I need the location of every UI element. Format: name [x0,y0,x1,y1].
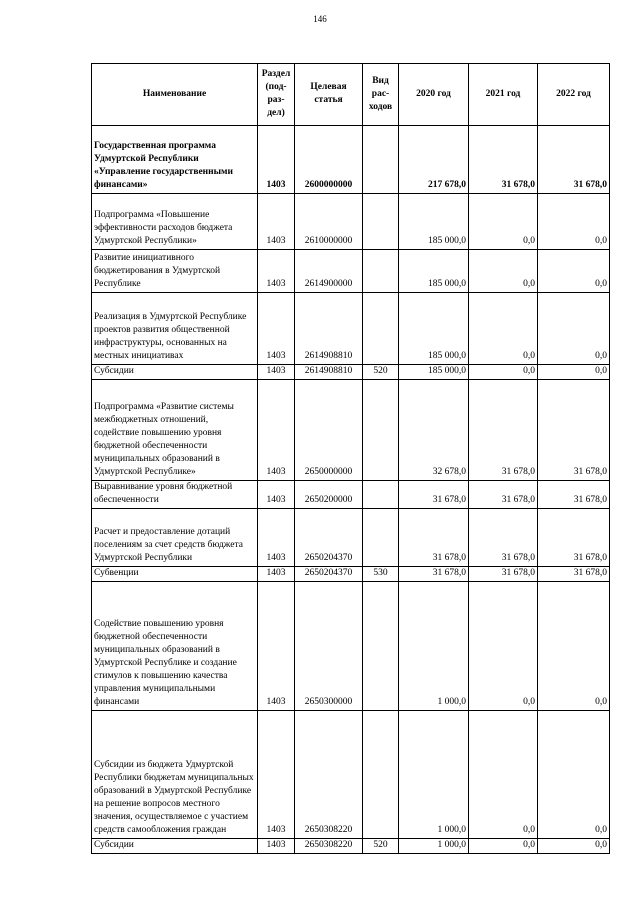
row-section: 1403 [258,481,295,509]
row-target-article: 2650308220 [295,839,363,854]
row-name: Подпрограмма «Развитие системы межбюджетных отношений, содействие повышению уровня бюджетной обеспеченности муниципальных образований в Удмуртской Республике» [92,380,258,481]
header-year-2022: 2022 год [538,64,610,126]
row-amount-2022: 31 678,0 [538,481,610,509]
header-year-2021: 2021 год [469,64,538,126]
row-expense-type [363,582,399,711]
row-name: Субсидии из бюджета Удмуртской Республики бюджетам муниципальных образований в Удмуртской Республике на решение вопросов местного значения, осуществляемое с участием средств самообложения граждан [92,711,258,839]
page-number: 146 [313,14,327,24]
row-expense-type [363,481,399,509]
row-expense-type [363,380,399,481]
row-section: 1403 [258,293,295,365]
row-amount-2020: 1 000,0 [399,839,469,854]
row-section: 1403 [258,194,295,250]
row-target-article: 2614900000 [295,250,363,293]
row-section: 1403 [258,380,295,481]
row-amount-2021: 31 678,0 [469,481,538,509]
header-year-2020: 2020 год [399,64,469,126]
row-section: 1403 [258,126,295,194]
table-row [92,711,610,839]
row-amount-2022: 0,0 [538,711,610,839]
table-row [92,126,610,194]
table-row [92,509,610,567]
row-amount-2022: 0,0 [538,293,610,365]
row-amount-2021: 0,0 [469,365,538,380]
row-target-article: 2650308220 [295,711,363,839]
row-amount-2020: 185 000,0 [399,293,469,365]
header-section: Раздел (под- раз- дел) [258,64,295,126]
row-name: Расчет и предоставление дотаций поселениям за счет средств бюджета Удмуртской Республики [92,509,258,567]
row-section: 1403 [258,711,295,839]
row-section: 1403 [258,509,295,567]
row-amount-2022: 0,0 [538,839,610,854]
row-amount-2020: 31 678,0 [399,509,469,567]
row-amount-2021: 31 678,0 [469,509,538,567]
row-target-article: 2650200000 [295,481,363,509]
row-expense-type [363,250,399,293]
row-amount-2020: 185 000,0 [399,365,469,380]
row-section: 1403 [258,567,295,582]
table-row [92,481,610,509]
row-amount-2022: 0,0 [538,582,610,711]
row-amount-2020: 31 678,0 [399,567,469,582]
header-name: Наименование [92,64,258,126]
row-amount-2021: 0,0 [469,194,538,250]
row-amount-2020: 217 678,0 [399,126,469,194]
row-amount-2021: 0,0 [469,582,538,711]
row-target-article: 2614908810 [295,293,363,365]
row-section: 1403 [258,250,295,293]
row-amount-2021: 31 678,0 [469,567,538,582]
row-name: Государственная программа Удмуртской Республики «Управление государственными финансами» [92,126,258,194]
row-target-article: 2650000000 [295,380,363,481]
table-row [92,250,610,293]
row-target-article: 2650204370 [295,567,363,582]
row-amount-2022: 31 678,0 [538,126,610,194]
row-expense-type [363,293,399,365]
table-row [92,380,610,481]
row-expense-type [363,509,399,567]
row-amount-2021: 0,0 [469,293,538,365]
row-amount-2021: 0,0 [469,250,538,293]
row-target-article: 2650204370 [295,509,363,567]
row-expense-type [363,194,399,250]
row-expense-type [363,711,399,839]
row-expense-type: 520 [363,365,399,380]
row-amount-2021: 0,0 [469,711,538,839]
row-name: Выравнивание уровня бюджетной обеспеченности [92,481,258,509]
row-amount-2022: 0,0 [538,365,610,380]
row-section: 1403 [258,365,295,380]
table-row [92,582,610,711]
row-name: Развитие инициативного бюджетирования в Удмуртской Республике [92,250,258,293]
row-amount-2022: 31 678,0 [538,567,610,582]
row-amount-2020: 32 678,0 [399,380,469,481]
row-section: 1403 [258,582,295,711]
table-row [92,365,610,380]
row-name: Подпрограмма «Повышение эффективности расходов бюджета Удмуртской Республики» [92,194,258,250]
row-name: Реализация в Удмуртской Республике проектов развития общественной инфраструктуры, основанных на местных инициативах [92,293,258,365]
row-target-article: 2614908810 [295,365,363,380]
row-amount-2020: 1 000,0 [399,711,469,839]
table-row [92,293,610,365]
row-amount-2022: 31 678,0 [538,509,610,567]
row-name: Содействие повышению уровня бюджетной обеспеченности муниципальных образований в Удмуртской Республике и создание стимулов к повышению качества управления муниципальными финансами [92,582,258,711]
row-amount-2021: 31 678,0 [469,126,538,194]
row-amount-2022: 0,0 [538,194,610,250]
row-target-article: 2600000000 [295,126,363,194]
row-section: 1403 [258,839,295,854]
row-amount-2020: 1 000,0 [399,582,469,711]
row-name: Субвенции [92,567,258,582]
row-amount-2020: 185 000,0 [399,194,469,250]
table-row [92,839,610,854]
row-target-article: 2650300000 [295,582,363,711]
table-row [92,567,610,582]
row-amount-2020: 185 000,0 [399,250,469,293]
row-target-article: 2610000000 [295,194,363,250]
row-amount-2022: 31 678,0 [538,380,610,481]
header-expense-type: Вид рас- ходов [363,64,399,126]
row-amount-2021: 31 678,0 [469,380,538,481]
header-target-article: Целевая статья [295,64,363,126]
row-expense-type [363,126,399,194]
row-expense-type: 520 [363,839,399,854]
row-amount-2021: 0,0 [469,839,538,854]
row-expense-type: 530 [363,567,399,582]
row-amount-2020: 31 678,0 [399,481,469,509]
row-name: Субсидии [92,365,258,380]
row-amount-2022: 0,0 [538,250,610,293]
row-name: Субсидии [92,839,258,854]
table-row [92,194,610,250]
table-header-row [92,64,610,126]
budget-table [91,63,610,854]
